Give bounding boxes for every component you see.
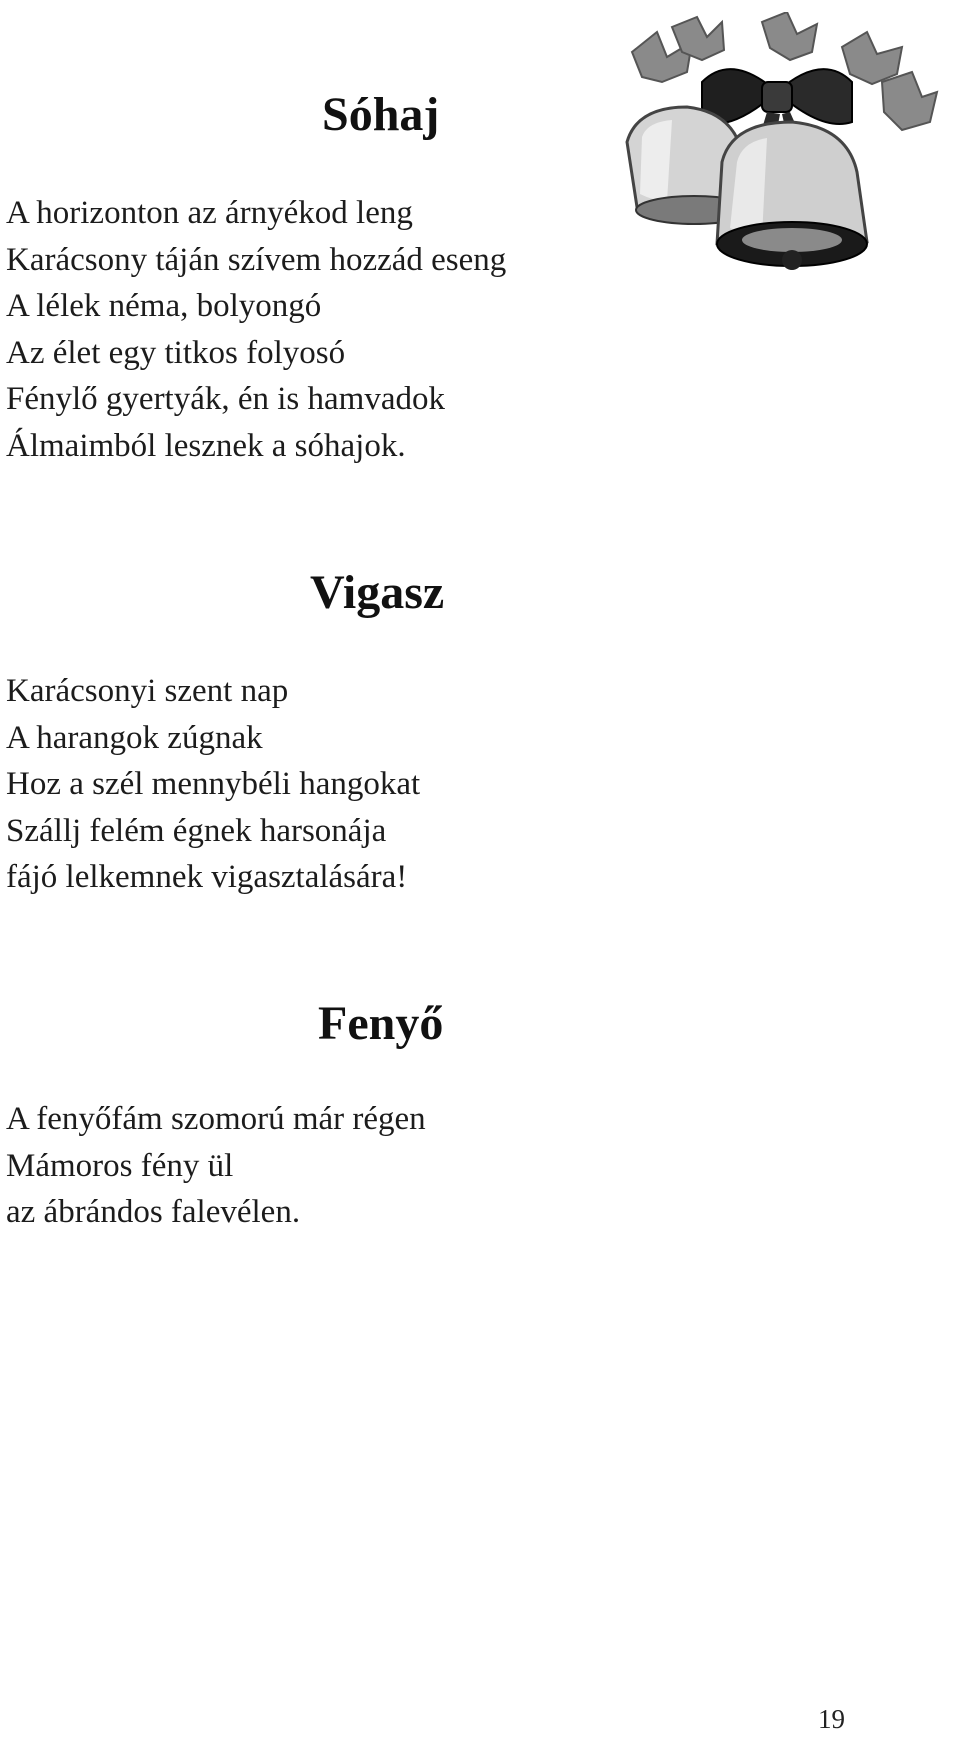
poem-title-fenyo: Fenyő (318, 997, 444, 1050)
poem-line: Fénylő gyertyák, én is hamvadok (6, 381, 445, 417)
right-bell (717, 122, 867, 270)
poem-line: A fenyőfám szomorú már régen (6, 1101, 426, 1137)
poem-line: Karácsony táján szívem hozzád eseng (6, 241, 507, 278)
poem-body-sohaj (6, 190, 506, 469)
poem-line: A lélek néma, bolyongó (6, 288, 322, 324)
poem-body-vigasz (6, 668, 420, 901)
poem-line: A harangok zúgnak (6, 719, 263, 756)
poem-line: az ábrándos falevélen. (6, 1194, 301, 1230)
poem-line: fájó lelkemnek vigasztalására! (6, 859, 408, 895)
poem-line: Karácsonyi szent nap (6, 673, 289, 709)
poem-line: Álmaimból lesznek a sóhajok. (6, 427, 406, 464)
poem-title-vigasz: Vigasz (310, 566, 445, 619)
poem-title-sohaj: Sóhaj (322, 88, 440, 141)
page-number: 19 (818, 1704, 845, 1734)
poem-line: Az élet egy titkos folyosó (6, 334, 346, 371)
poem-line: Szállj felém égnek harsonája (6, 812, 387, 849)
poem-line: A horizonton az árnyékod leng (6, 195, 413, 231)
poem-line: Hoz a szél mennybéli hangokat (6, 766, 421, 802)
christmas-bells-illustration (612, 12, 942, 312)
poem-body-fenyo (6, 1096, 426, 1236)
poem-line: Mámoros fény ül (6, 1147, 234, 1184)
